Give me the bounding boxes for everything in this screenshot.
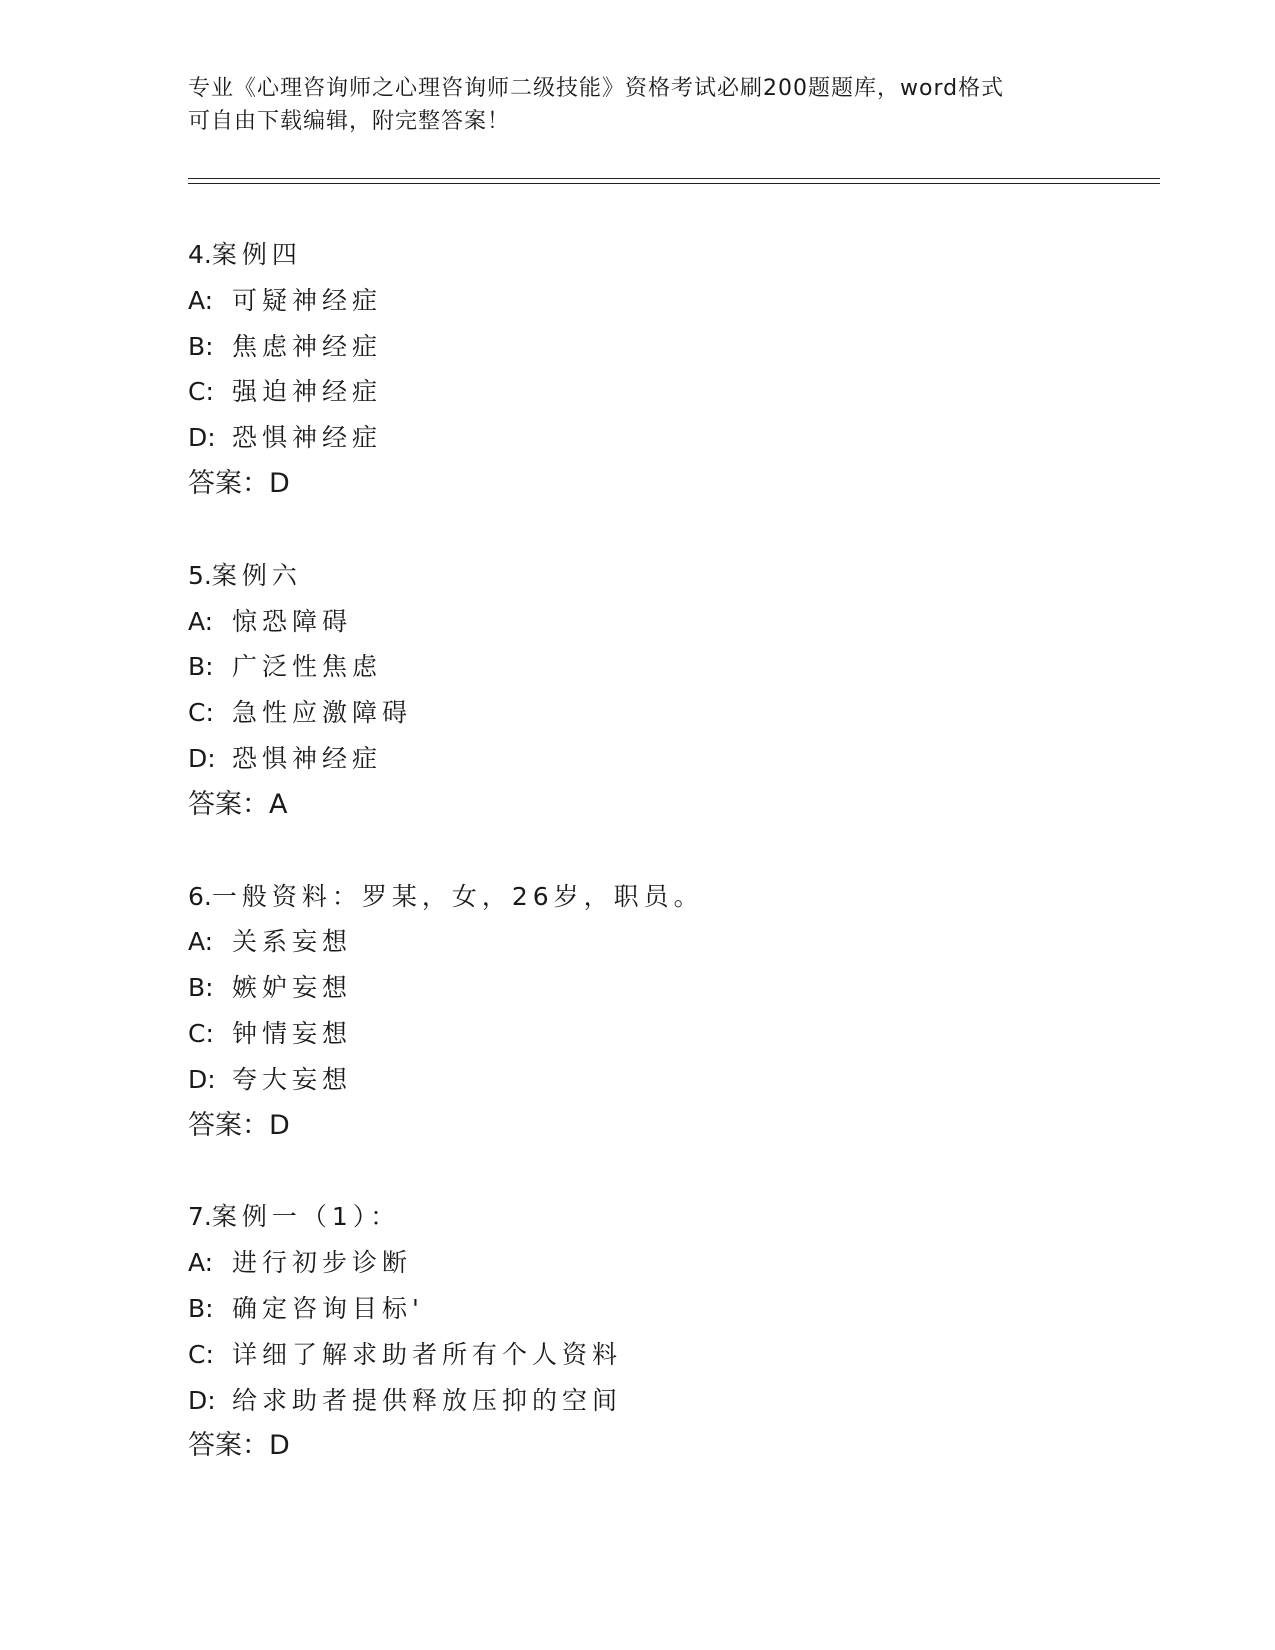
question-text: 案例六 — [211, 560, 302, 590]
question-item — [188, 879, 1148, 1154]
option-c — [188, 695, 1148, 741]
question-stem — [188, 879, 1148, 925]
option-c — [188, 374, 1148, 420]
answer-label: 答案： — [188, 467, 269, 499]
option-letter: A: — [188, 285, 214, 315]
option-text: 钟情妄想 — [232, 1018, 353, 1048]
answer-line — [188, 1108, 1148, 1154]
document-header — [188, 72, 1088, 138]
option-text: 可疑神经症 — [232, 285, 383, 315]
option-b — [188, 1291, 1148, 1337]
option-b — [188, 649, 1148, 695]
option-text: 强迫神经症 — [232, 377, 383, 407]
option-a — [188, 604, 1148, 650]
header-rule-bottom — [188, 183, 1160, 184]
option-a — [188, 924, 1148, 970]
question-stem — [188, 558, 1148, 604]
answer-label: 答案： — [188, 788, 269, 820]
option-c — [188, 1337, 1148, 1383]
option-b — [188, 329, 1148, 375]
option-letter: B: — [188, 973, 214, 1003]
option-text: 给求助者提供释放压抑的空间 — [232, 1385, 623, 1415]
option-letter: B: — [188, 652, 214, 682]
answer-value: D — [269, 1109, 290, 1141]
question-number: 5. — [188, 560, 212, 590]
answer-value: D — [269, 467, 290, 499]
header-line-1: 专业《心理咨询师之心理咨询师二级技能》资格考试必刷200题题库，word格式 — [188, 76, 1005, 101]
option-letter: B: — [188, 331, 214, 361]
option-c — [188, 1016, 1148, 1062]
option-text: 关系妄想 — [232, 927, 353, 957]
answer-line — [188, 466, 1148, 512]
question-item — [188, 237, 1148, 512]
option-text: 恐惧神经症 — [232, 743, 383, 773]
header-rule-top — [188, 178, 1160, 179]
option-letter: B: — [188, 1293, 214, 1323]
option-letter: D: — [188, 423, 216, 453]
option-letter: C: — [188, 698, 214, 728]
option-d — [188, 1383, 1148, 1429]
option-text: 恐惧神经症 — [232, 423, 383, 453]
question-text: 一般资料：罗某，女，26岁，职员。 — [211, 881, 704, 911]
option-d — [188, 741, 1148, 787]
option-a — [188, 1245, 1148, 1291]
answer-value: D — [269, 1430, 290, 1462]
option-letter: A: — [188, 927, 214, 957]
option-text: 广泛性焦虑 — [232, 652, 383, 682]
answer-label: 答案： — [188, 1430, 269, 1462]
question-stem — [188, 237, 1148, 283]
option-letter: D: — [188, 1064, 216, 1094]
option-letter: D: — [188, 743, 216, 773]
question-text: 案例一（1）： — [211, 1202, 401, 1232]
option-text: 急性应激障碍 — [232, 698, 413, 728]
option-a — [188, 283, 1148, 329]
question-item — [188, 558, 1148, 833]
option-text: 确定咨询目标' — [232, 1293, 424, 1323]
question-number: 4. — [188, 240, 212, 269]
question-item — [188, 1199, 1148, 1474]
question-list — [188, 237, 1148, 1520]
question-stem — [188, 1199, 1148, 1245]
option-b — [188, 970, 1148, 1016]
option-text: 进行初步诊断 — [232, 1248, 413, 1278]
answer-line — [188, 787, 1148, 833]
option-letter: C: — [188, 377, 214, 407]
answer-label: 答案： — [188, 1109, 269, 1141]
option-text: 夸大妄想 — [232, 1064, 353, 1094]
answer-value: A — [269, 788, 288, 820]
option-letter: A: — [188, 606, 214, 636]
option-text: 惊恐障碍 — [232, 606, 353, 636]
option-letter: D: — [188, 1385, 216, 1415]
option-d — [188, 420, 1148, 466]
question-number: 6. — [188, 881, 212, 911]
answer-line — [188, 1428, 1148, 1474]
option-letter: A: — [188, 1248, 214, 1278]
question-text: 案例四 — [211, 240, 302, 269]
option-d — [188, 1062, 1148, 1108]
option-text: 详细了解求助者所有个人资料 — [232, 1339, 623, 1369]
option-text: 嫉妒妄想 — [232, 973, 353, 1003]
header-line-2: 可自由下载编辑，附完整答案！ — [188, 109, 511, 134]
question-number: 7. — [188, 1202, 212, 1232]
option-letter: C: — [188, 1018, 214, 1048]
option-letter: C: — [188, 1339, 214, 1369]
option-text: 焦虑神经症 — [232, 331, 383, 361]
